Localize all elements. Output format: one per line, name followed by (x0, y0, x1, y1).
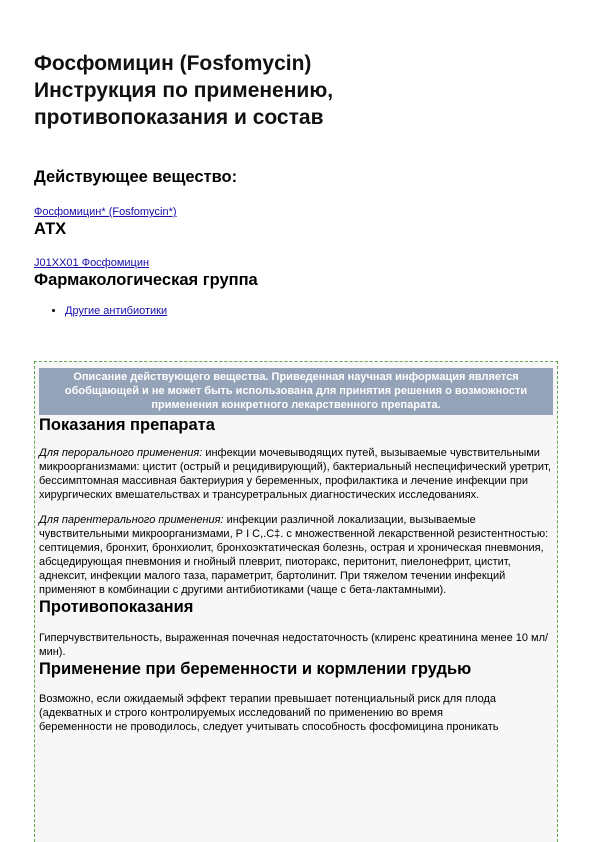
atx-code-link[interactable]: J01XX01 Фосфомицин (34, 257, 150, 269)
pharm-group-link[interactable]: Другие антибиотики (65, 305, 168, 317)
active-substance-heading: Действующее вещество: (34, 168, 238, 186)
list-item (65, 304, 561, 318)
atx-heading: АТХ (34, 220, 67, 238)
parenteral-label: Для парентерального применения: (39, 514, 224, 526)
indications-heading: Показания препарата (39, 416, 215, 434)
disclaimer-notice: Описание действующего вещества. Приведенная научная информация является обобщающей и не может быть использована для принятия решения о возможности применения конкретного лекарственного препарата. (39, 368, 553, 415)
title-line-2: Инструкция по применению, (34, 79, 334, 102)
pharm-group-list (34, 304, 561, 318)
oral-text: инфекции мочевыводящих путей, вызываемые чувствительными микроорганизмами: цистит (острый и рецидивирующий), бактериальный неспецифический уретрит, бессимптомная массивная бактериурия у беременных, профилактика и лечение инфекции при хирургических вмешательствах и трансуретральных диагностических исследованиях. (39, 447, 551, 501)
oral-label: Для перорального применения: (39, 447, 203, 459)
title-line-3: противопоказания и состав (34, 106, 324, 129)
pregnancy-heading: Применение при беременности и кормлении грудью (39, 660, 472, 678)
pregnancy-line-3: беременности не проводилось, следует учитывать способность фосфомицина проникать (39, 721, 499, 733)
indications-oral-paragraph (39, 446, 553, 502)
contraindications-paragraph: Гиперчувствительность, выраженная почечная недостаточность (клиренс креатинина менее 10 мл/мин). (39, 632, 549, 658)
pregnancy-line-2: (адекватных и строго контролируемых исследований по применению во время (39, 707, 443, 719)
title-line-1: Фосфомицин (Fosfomycin) (34, 52, 312, 75)
parenteral-text: инфекции различной локализации, вызываемые чувствительными микроорганизмами, Р І С,.С‡. с множественной лекарственной резистентностью: септицемия, бронхит, бронхиолит, бронхоэктатическая болезнь, острая и хроническая пневмония, абсцедирующая пневмония и гнойный плеврит, пиоторакс, перитонит, пиелонефрит, цистит, аднексит, инфекции малого таза, параметрит, бартолинит. При тяжелом течении инфекций применяют в комбинации с другими антибиотиками (чаще с бета-лактамными). (39, 514, 549, 596)
pregnancy-line-1: Возможно, если ожидаемый эффект терапии превышает потенциальный риск для плода (39, 693, 497, 705)
document-page (34, 50, 561, 318)
substance-description-box (34, 361, 558, 842)
page-title (34, 50, 561, 131)
indications-parenteral-paragraph (39, 513, 553, 597)
active-substance-link[interactable]: Фосфомицин* (Fosfomycin*) (34, 206, 177, 218)
pharm-group-heading: Фармакологическая группа (34, 271, 258, 289)
contraindications-heading: Противопоказания (39, 598, 194, 616)
pregnancy-paragraph (39, 692, 553, 734)
